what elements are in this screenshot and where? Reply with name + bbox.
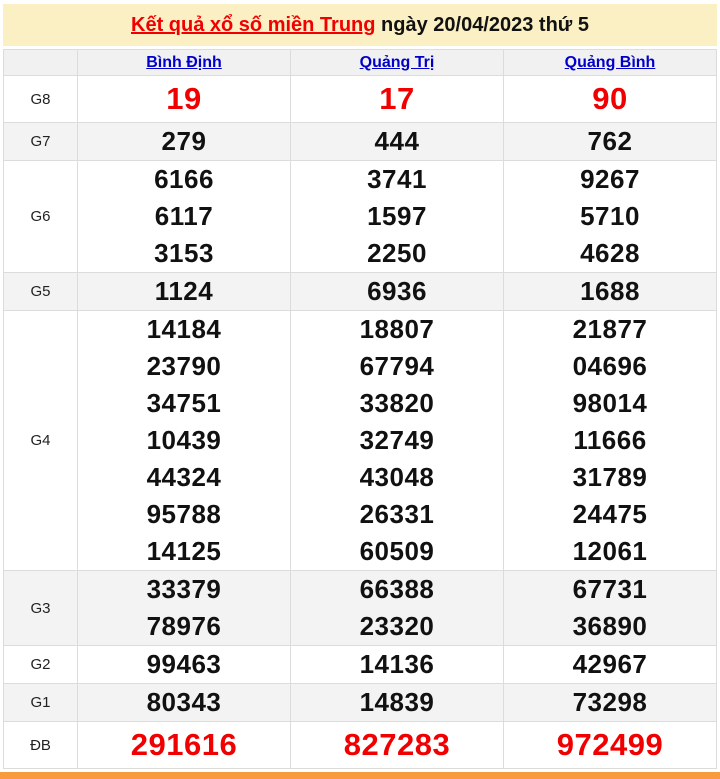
prize-row-ĐB bbox=[4, 722, 717, 769]
result-number: 67731 bbox=[572, 574, 648, 604]
result-number: 19 bbox=[166, 81, 202, 116]
result-cell bbox=[504, 311, 717, 571]
title-date-text: ngày 20/04/2023 thứ 5 bbox=[375, 14, 589, 36]
result-number: 9267 bbox=[580, 164, 640, 194]
province-link[interactable]: Quảng Bình bbox=[564, 53, 656, 71]
prize-row-G5 bbox=[4, 273, 717, 311]
result-number: 24475 bbox=[572, 499, 648, 529]
result-number: 99463 bbox=[146, 649, 222, 679]
column-header-row bbox=[4, 50, 717, 76]
bottom-orange-bar bbox=[0, 772, 720, 779]
result-cell bbox=[504, 161, 717, 273]
result-number: 44324 bbox=[146, 462, 222, 492]
result-number: 67794 bbox=[359, 351, 435, 381]
result-number: 3741 bbox=[367, 164, 427, 194]
result-number: 18807 bbox=[359, 314, 435, 344]
result-number: 3153 bbox=[154, 238, 214, 268]
result-number: 12061 bbox=[572, 536, 648, 566]
result-cell bbox=[291, 646, 504, 684]
prize-label: G4 bbox=[4, 311, 78, 571]
result-cell bbox=[504, 273, 717, 311]
page-title bbox=[3, 4, 717, 46]
result-number: 444 bbox=[374, 126, 420, 156]
result-number: 279 bbox=[161, 126, 207, 156]
result-number: 291616 bbox=[130, 727, 238, 762]
result-cell bbox=[78, 311, 291, 571]
prize-label: G2 bbox=[4, 646, 78, 684]
result-number: 26331 bbox=[359, 499, 435, 529]
prize-label: ĐB bbox=[4, 722, 78, 769]
result-number: 33820 bbox=[359, 388, 435, 418]
result-cell bbox=[504, 684, 717, 722]
result-number: 11666 bbox=[573, 425, 647, 455]
prize-row-G8 bbox=[4, 76, 717, 123]
prize-row-G4 bbox=[4, 311, 717, 571]
result-number: 6117 bbox=[154, 201, 214, 231]
result-cell bbox=[291, 722, 504, 769]
result-number: 31789 bbox=[572, 462, 648, 492]
result-cell bbox=[291, 76, 504, 123]
result-number: 1688 bbox=[580, 276, 640, 306]
result-number: 66388 bbox=[359, 574, 435, 604]
result-number: 14125 bbox=[146, 536, 222, 566]
result-number: 21877 bbox=[572, 314, 648, 344]
result-cell bbox=[78, 571, 291, 646]
result-number: 10439 bbox=[146, 425, 222, 455]
prize-label: G8 bbox=[4, 76, 78, 123]
result-number: 34751 bbox=[146, 388, 222, 418]
result-number: 43048 bbox=[359, 462, 435, 492]
prize-row-G6 bbox=[4, 161, 717, 273]
result-number: 42967 bbox=[572, 649, 648, 679]
result-number: 23320 bbox=[359, 611, 435, 641]
result-number: 78976 bbox=[146, 611, 222, 641]
result-cell bbox=[504, 76, 717, 123]
result-number: 23790 bbox=[146, 351, 222, 381]
result-number: 98014 bbox=[572, 388, 648, 418]
prize-row-G1 bbox=[4, 684, 717, 722]
prize-label: G6 bbox=[4, 161, 78, 273]
result-cell bbox=[291, 311, 504, 571]
result-cell bbox=[504, 722, 717, 769]
result-cell bbox=[78, 273, 291, 311]
results-table bbox=[3, 49, 717, 769]
result-cell bbox=[504, 646, 717, 684]
prize-row-G7 bbox=[4, 123, 717, 161]
result-number: 95788 bbox=[146, 499, 222, 529]
result-number: 1124 bbox=[154, 276, 214, 306]
result-cell bbox=[78, 123, 291, 161]
result-cell bbox=[78, 722, 291, 769]
result-number: 2250 bbox=[367, 238, 427, 268]
result-cell bbox=[291, 684, 504, 722]
prize-label: G3 bbox=[4, 571, 78, 646]
title-link[interactable]: Kết quả xổ số miền Trung bbox=[131, 14, 376, 36]
prize-label: G5 bbox=[4, 273, 78, 311]
result-cell bbox=[78, 76, 291, 123]
result-number: 1597 bbox=[367, 201, 427, 231]
prize-label: G7 bbox=[4, 123, 78, 161]
result-number: 14839 bbox=[359, 687, 435, 717]
result-number: 762 bbox=[587, 126, 633, 156]
results-table-body bbox=[4, 76, 717, 769]
result-cell bbox=[78, 646, 291, 684]
result-number: 60509 bbox=[359, 536, 435, 566]
result-number: 6936 bbox=[367, 276, 427, 306]
province-link[interactable]: Bình Định bbox=[146, 53, 222, 71]
result-cell bbox=[291, 273, 504, 311]
result-cell bbox=[291, 571, 504, 646]
result-number: 5710 bbox=[580, 201, 640, 231]
prize-row-G3 bbox=[4, 571, 717, 646]
result-number: 80343 bbox=[146, 687, 222, 717]
result-cell bbox=[291, 123, 504, 161]
result-cell bbox=[504, 123, 717, 161]
prize-label: G1 bbox=[4, 684, 78, 722]
result-number: 73298 bbox=[572, 687, 648, 717]
result-number: 972499 bbox=[556, 727, 664, 762]
column-header-3 bbox=[504, 50, 717, 76]
result-cell bbox=[504, 571, 717, 646]
result-number: 32749 bbox=[359, 425, 435, 455]
result-number: 4628 bbox=[580, 238, 640, 268]
result-number: 33379 bbox=[146, 574, 222, 604]
result-cell bbox=[291, 161, 504, 273]
result-number: 827283 bbox=[343, 727, 451, 762]
result-number: 14136 bbox=[359, 649, 435, 679]
result-number: 90 bbox=[592, 81, 628, 116]
result-number: 36890 bbox=[572, 611, 648, 641]
column-header-2 bbox=[291, 50, 504, 76]
corner-cell bbox=[4, 50, 78, 76]
result-cell bbox=[78, 684, 291, 722]
result-number: 14184 bbox=[146, 314, 222, 344]
column-header-1 bbox=[78, 50, 291, 76]
result-cell bbox=[78, 161, 291, 273]
result-number: 6166 bbox=[154, 164, 214, 194]
result-number: 04696 bbox=[572, 351, 648, 381]
result-number: 17 bbox=[379, 81, 415, 116]
province-link[interactable]: Quảng Trị bbox=[359, 53, 435, 71]
prize-row-G2 bbox=[4, 646, 717, 684]
